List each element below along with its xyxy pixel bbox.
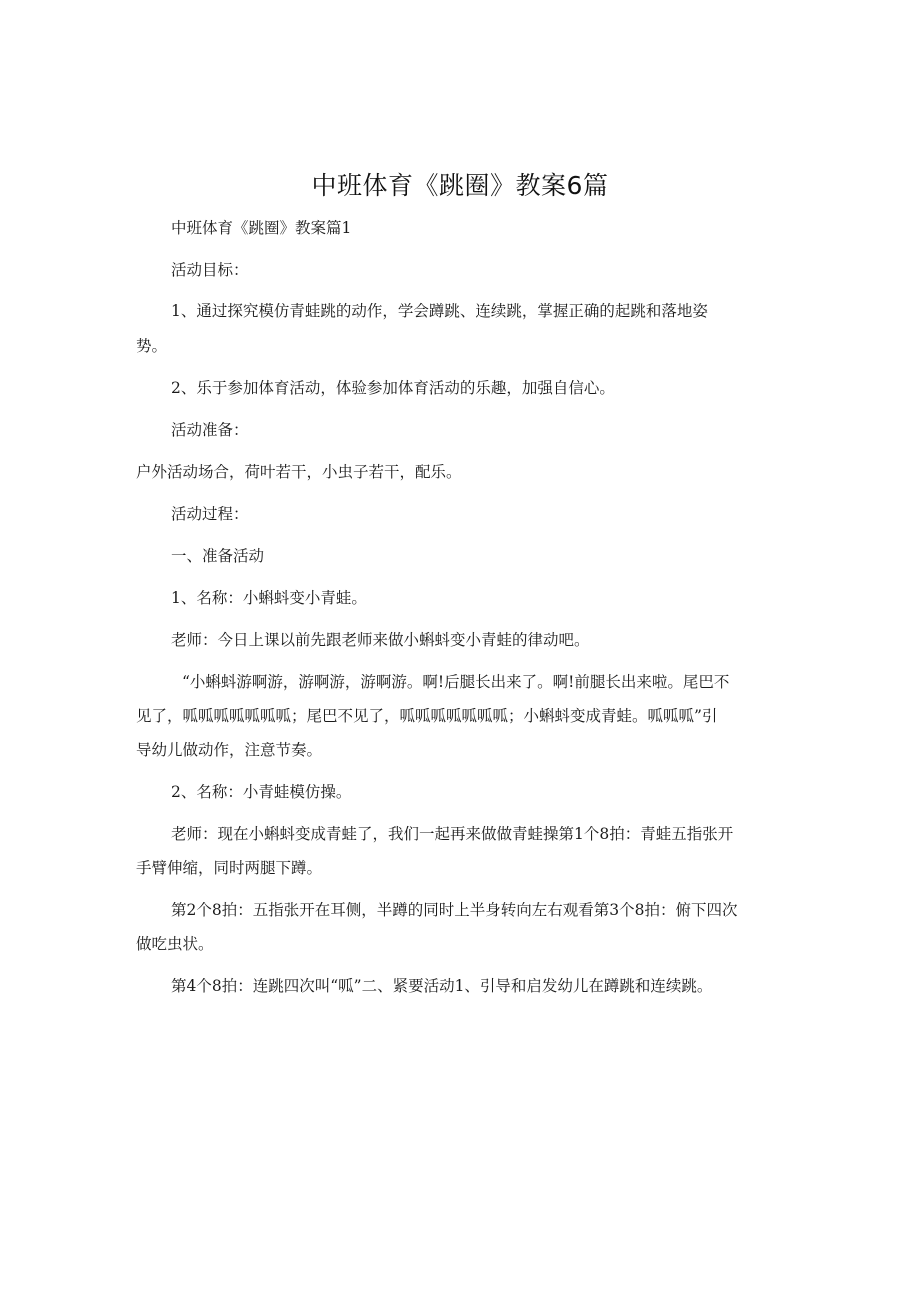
section-heading: 中班体育《跳圈》教案篇1 [171, 219, 352, 237]
paragraph: 活动目标： [171, 261, 249, 279]
paragraph: 老师：现在小蝌蚪变成青蛙了，我们一起再来做做青蛙操第1个8拍：青蛙五指张开 [171, 825, 734, 843]
paragraph: 一、准备活动 [171, 547, 265, 565]
paragraph: 活动准备： [171, 421, 249, 439]
paragraph: 见了，呱呱呱呱呱呱呱；尾巴不见了，呱呱呱呱呱呱呱；小蝌蚪变成青蛙。呱呱呱”引 [136, 707, 718, 725]
paragraph: 老师：今日上课以前先跟老师来做小蝌蚪变小青蛙的律动吧。 [171, 631, 590, 649]
paragraph: 活动过程： [171, 505, 249, 523]
paragraph: 1、名称：小蝌蚪变小青蛙。 [171, 589, 367, 607]
paragraph: 1、通过探究模仿青蛙跳的动作，学会蹲跳、连续跳，掌握正确的起跳和落地姿 [171, 302, 708, 320]
paragraph: 2、名称：小青蛙模仿操。 [171, 783, 352, 801]
paragraph: 做吃虫状。 [136, 935, 214, 953]
paragraph: 势。 [136, 337, 168, 355]
document-title: 中班体育《跳圈》教案6篇 [311, 171, 609, 200]
paragraph: “小蝌蚪游啊游，游啊游，游啊游。啊!后腿长出来了。啊!前腿长出来啦。尾巴不 [182, 673, 730, 691]
paragraph: 手臂伸缩，同时两腿下蹲。 [136, 859, 323, 877]
paragraph: 第2个8拍：五指张开在耳侧，半蹲的同时上半身转向左右观看第3个8拍：俯下四次 [171, 901, 738, 919]
paragraph: 导幼儿做动作，注意节奏。 [136, 741, 323, 759]
paragraph: 户外活动场合，荷叶若干，小虫子若干，配乐。 [136, 463, 462, 481]
paragraph: 2、乐于参加体育活动，体验参加体育活动的乐趣，加强自信心。 [171, 379, 615, 397]
paragraph: 第4个8拍：连跳四次叫“呱”二、紧要活动1、引导和启发幼儿在蹲跳和连续跳。 [171, 977, 713, 995]
